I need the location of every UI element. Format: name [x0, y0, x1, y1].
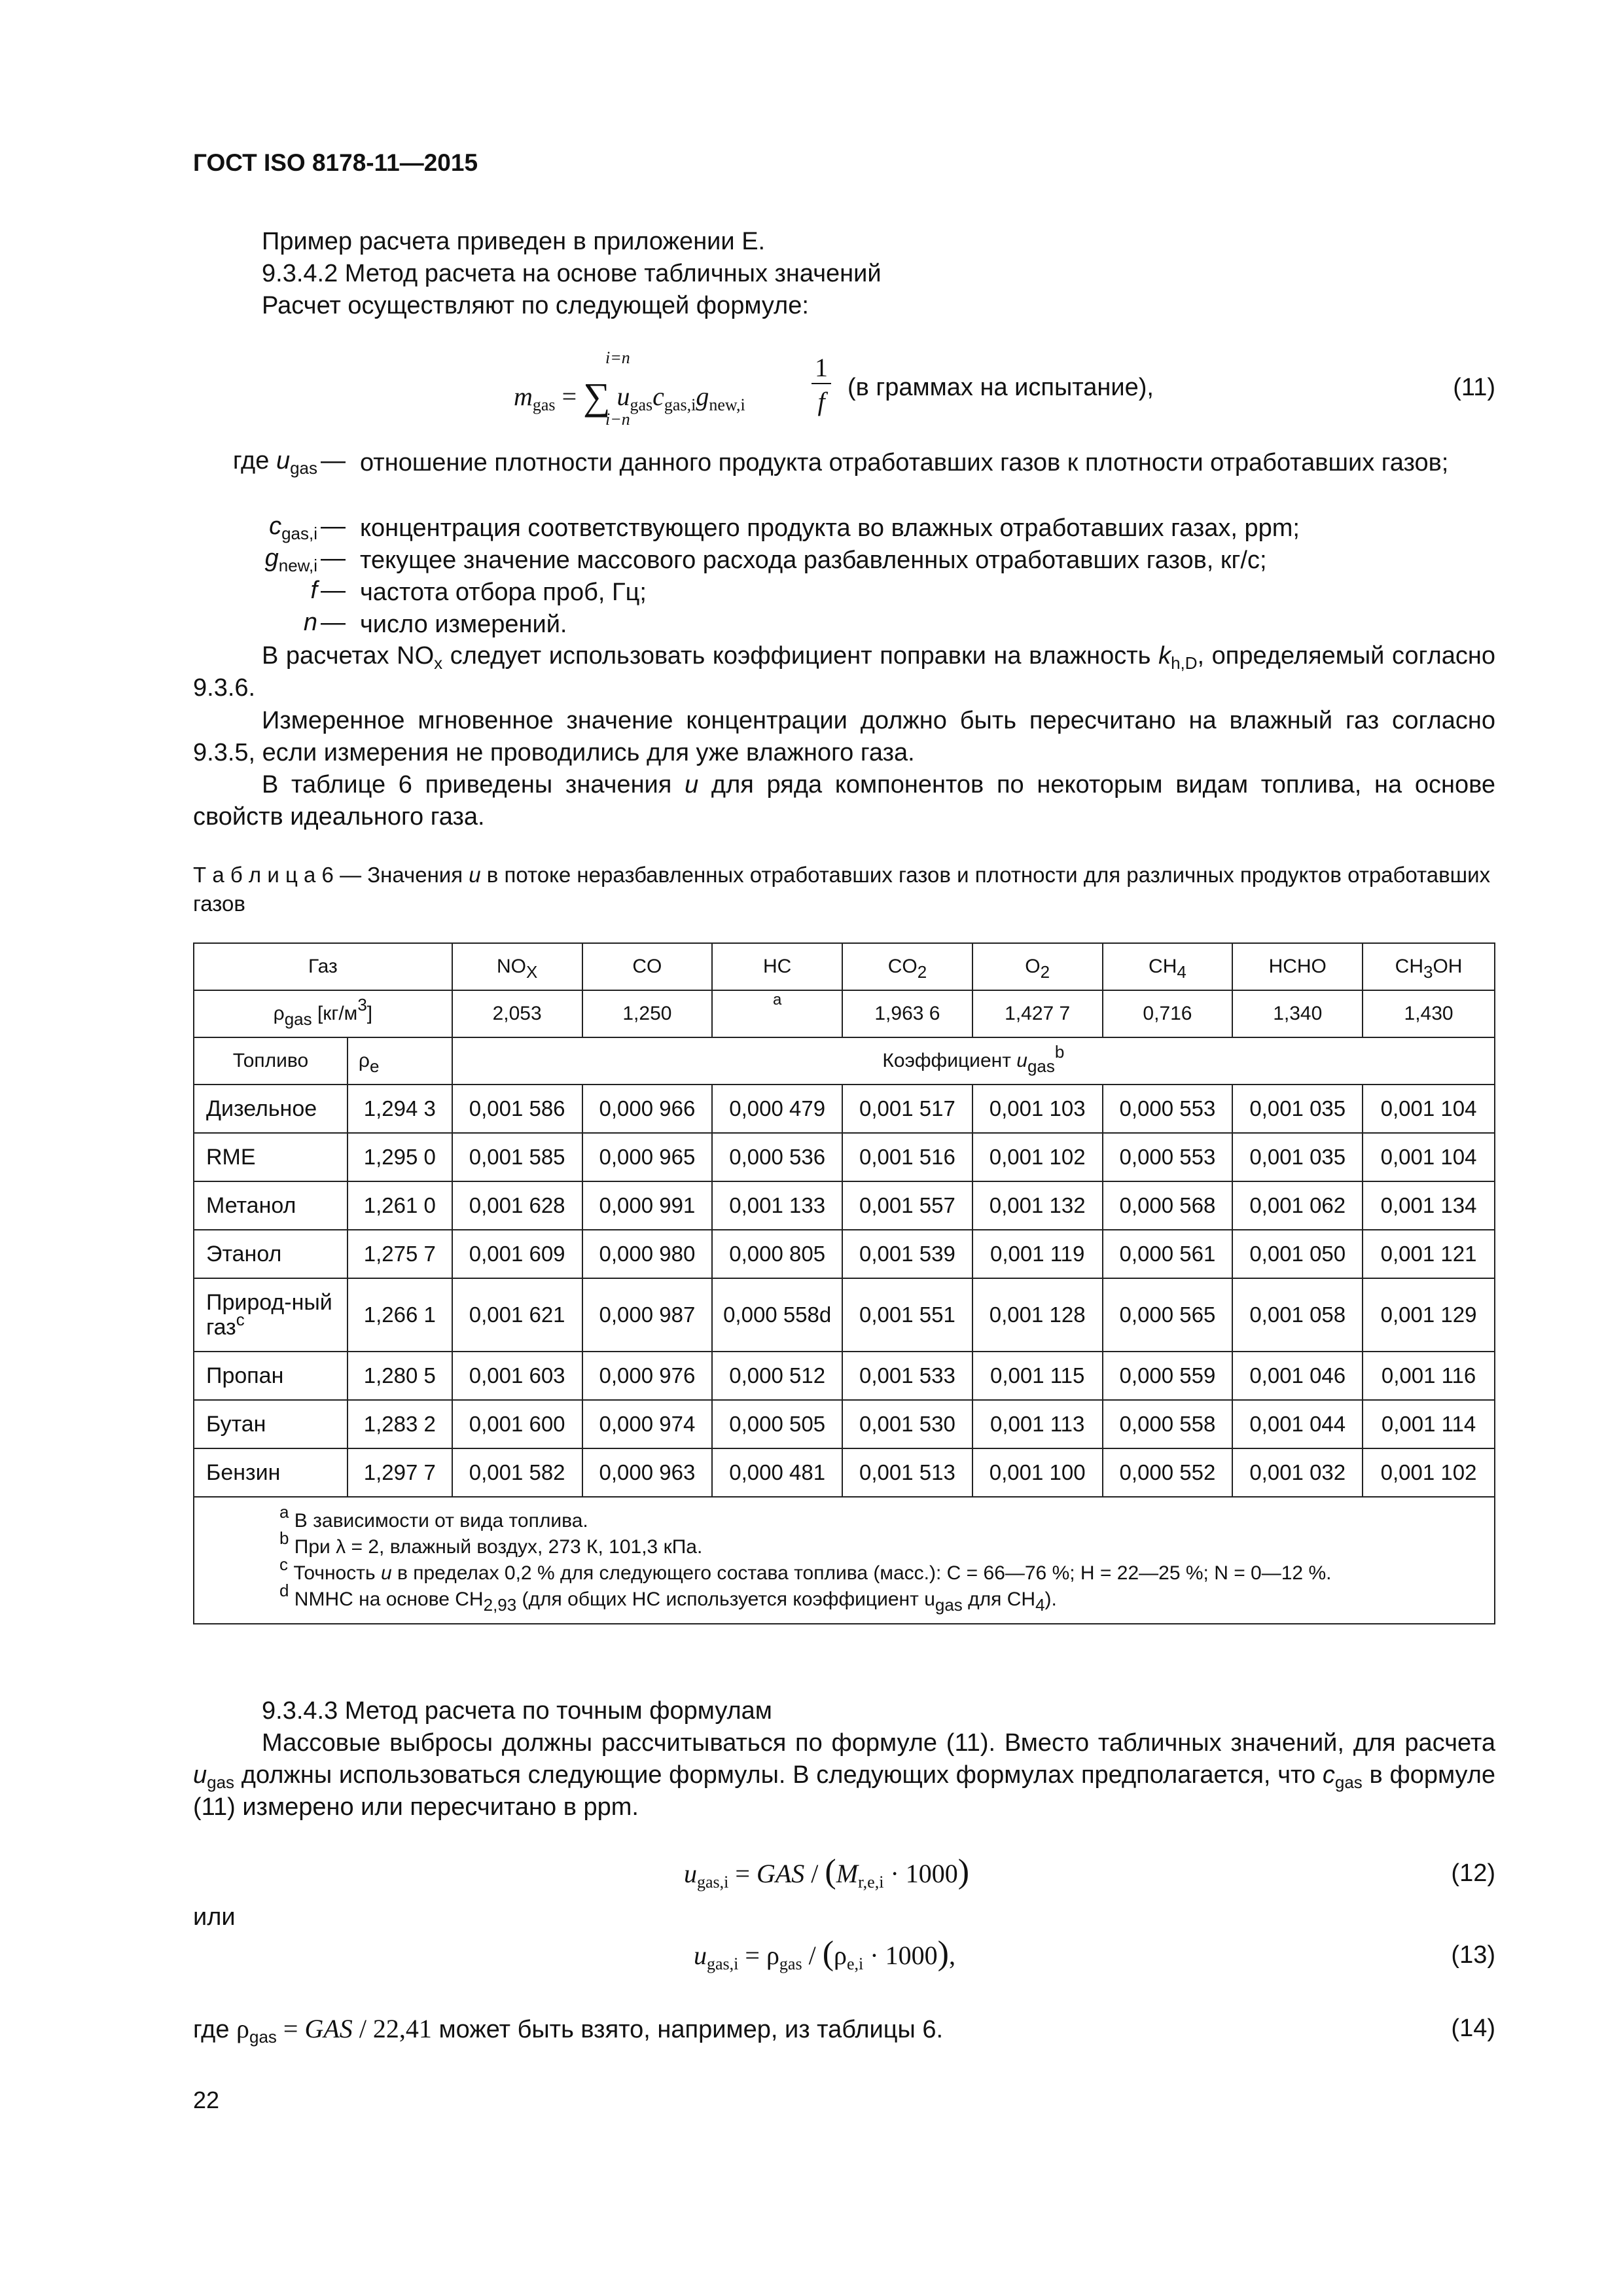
coef-value-cell: 0,001 557: [842, 1181, 972, 1230]
page-number: 22: [193, 2087, 220, 2113]
def-text: концентрация соответствующего продукта во влажных отработавших газах, ppm;: [360, 514, 1300, 542]
coef-value-cell: 0,000 552: [1103, 1448, 1233, 1497]
gas-cell: $O_2$: [972, 943, 1103, 990]
eq11-number: (11): [1453, 374, 1495, 401]
coef-value-cell: 0,000 505: [712, 1400, 842, 1448]
table-caption: Т а б л и ц а 6 — Значения u в потоке неразбавленных отработавших газов и плотности для различных продуктов отработавших газов: [193, 863, 1491, 916]
fuel-name-cell: Дизельное: [194, 1085, 348, 1133]
coef-value-cell: 0,000 553: [1103, 1085, 1233, 1133]
eq11-u-sub: gas: [630, 395, 653, 414]
coef-value-cell: 0,001 539: [842, 1230, 972, 1278]
eq11-c: c: [652, 382, 664, 411]
rho-e-value-cell: 1,266 1: [348, 1278, 452, 1352]
def-text: частота отбора проб, Гц;: [360, 579, 647, 606]
def-dash: —: [321, 609, 346, 636]
def-term: $c_{gas,i}$: [269, 512, 317, 543]
fuel-name-cell: Бутан: [194, 1400, 348, 1448]
coef-value-cell: 0,001 035: [1232, 1085, 1363, 1133]
coef-value-cell: 0,001 517: [842, 1085, 972, 1133]
def-term: f: [310, 577, 317, 604]
coef-value-cell: 0,001 585: [452, 1133, 582, 1181]
coef-value-cell: 0,001 114: [1363, 1400, 1495, 1448]
coef-value-cell: 0,001 586: [452, 1085, 582, 1133]
coef-value-cell: 0,001 133: [712, 1181, 842, 1230]
para-measured: Измеренное мгновенное значение концентрации должно быть пересчитано на влажный газ согласно 9.3.5, если измерения не проводились для уже влажного газа.: [193, 707, 1495, 766]
coef-value-cell: 0,001 533: [842, 1352, 972, 1400]
footnote-d: $^d$ NMHC на основе $CH_{2,93}$ (для общих НС используется коэффициент $u_{gas}$ для $CH_4$).: [279, 1581, 1057, 1615]
density-cell: 1,340: [1232, 990, 1363, 1037]
intro-line-3: Расчет осуществляют по следующей формуле:: [262, 292, 809, 319]
coef-value-cell: 0,000 963: [582, 1448, 713, 1497]
coef-value-cell: 0,001 103: [972, 1085, 1103, 1133]
coef-value-cell: 0,001 062: [1232, 1181, 1363, 1230]
coef-value-cell: 0,001 044: [1232, 1400, 1363, 1448]
section-943-title: 9.3.4.3 Метод расчета по точным формулам: [262, 1697, 772, 1725]
gas-cell: $CH_3OH$: [1363, 943, 1495, 990]
coef-value-cell: 0,001 516: [842, 1133, 972, 1181]
gas-label-cell: Газ: [194, 943, 452, 990]
def-term: n: [303, 609, 317, 636]
or-word: или: [193, 1903, 236, 1931]
coef-value-cell: 0,001 513: [842, 1448, 972, 1497]
coef-value-cell: 0,000 536: [712, 1133, 842, 1181]
fuel-name-cell: Пропан: [194, 1352, 348, 1400]
footnote-c: $^c$ Точность u в пределах 0,2 % для следующего состава топлива (масс.): С = 66—76 %; Н = 22—25 %; N = 0—12 %.: [279, 1554, 1332, 1584]
coef-value-cell: 0,000 965: [582, 1133, 713, 1181]
coef-value-cell: 0,001 102: [1363, 1448, 1495, 1497]
def-dash: —: [321, 512, 346, 540]
table-row: [194, 1133, 1495, 1181]
coef-value-cell: 0,000 966: [582, 1085, 713, 1133]
coef-value-cell: 0,000 980: [582, 1230, 713, 1278]
intro-line-1: Пример расчета приведен в приложении Е.: [262, 228, 766, 255]
section-943-paragraph: Массовые выбросы должны рассчитываться по формуле (11). Вместо табличных значений, для расчета $u_{gas}$ должны использоваться следующие формулы. В следующих формулах предполагается, что $c_{gas}$ в формуле (11) измерено или пересчитано в ppm.: [193, 1729, 1495, 1821]
rho-e-value-cell: 1,294 3: [348, 1085, 452, 1133]
eq11-sum-bottom: i−n: [605, 410, 630, 429]
coef-label-cell: Коэффициент $u_{gas}^b$: [452, 1037, 1495, 1085]
fuel-label-cell: Топливо: [194, 1037, 348, 1085]
eq11-frac-den: f: [817, 387, 825, 416]
gas-cell: $CH_4$: [1103, 943, 1233, 990]
table-6: [193, 942, 1495, 1624]
coef-value-cell: 0,000 553: [1103, 1133, 1233, 1181]
coef-value-cell: 0,001 530: [842, 1400, 972, 1448]
coef-value-cell: 0,000 987: [582, 1278, 713, 1352]
density-label-cell: $\rho_{gas}$ $[кг/м^3]$: [194, 990, 452, 1037]
equation-14: где $\rho_{gas}$ = GAS / 22,41 может быть взято, например, из таблицы 6.: [193, 2014, 944, 2047]
def-dash: —: [321, 447, 346, 475]
coef-value-cell: 0,000 481: [712, 1448, 842, 1497]
footnote-b: $^b$ При λ = 2, влажный воздух, 273 К, 101,3 кПа.: [279, 1528, 703, 1558]
eq12-number: (12): [1451, 1859, 1495, 1887]
coef-value-cell: 0,001 609: [452, 1230, 582, 1278]
eq11-m: m: [514, 382, 533, 411]
coef-value-cell: 0,000 512: [712, 1352, 842, 1400]
fuel-name-cell: RME: [194, 1133, 348, 1181]
coef-value-cell: 0,001 104: [1363, 1133, 1495, 1181]
table-row: [194, 1448, 1495, 1497]
coef-value-cell: 0,001 132: [972, 1181, 1103, 1230]
fuel-name-cell: Бензин: [194, 1448, 348, 1497]
fuel-name-cell: Природ-ный газ$^c$: [194, 1278, 348, 1352]
coef-value-cell: 0,000 805: [712, 1230, 842, 1278]
coef-value-cell: 0,001 035: [1232, 1133, 1363, 1181]
coef-value-cell: 0,000 559: [1103, 1352, 1233, 1400]
coef-value-cell: 0,001 551: [842, 1278, 972, 1352]
equation-12: $u_{gas,i}$ = GAS / $(M_{r,e,i} \cdot 1000)$: [684, 1853, 970, 1892]
eq13-number: (13): [1451, 1941, 1495, 1969]
fuel-name-cell: Метанол: [194, 1181, 348, 1230]
gas-cell: $NO_X$: [452, 943, 582, 990]
def-dash: —: [321, 577, 346, 604]
table-row: [194, 1085, 1495, 1133]
coef-value-cell: 0,000 561: [1103, 1230, 1233, 1278]
table-footnotes: [194, 1497, 1495, 1624]
eq11-m-sub: gas: [532, 395, 556, 414]
density-cell: 1,427 7: [972, 990, 1103, 1037]
coef-value-cell: 0,001 128: [972, 1278, 1103, 1352]
coef-value-cell: 0,001 116: [1363, 1352, 1495, 1400]
eq11-q: g: [696, 382, 709, 411]
table-footnotes-row: [194, 1497, 1495, 1624]
table-row: [194, 1352, 1495, 1400]
eq14-number: (14): [1451, 2015, 1495, 2042]
coef-value-cell: 0,001 621: [452, 1278, 582, 1352]
eq11-c-sub: gas,i: [664, 395, 696, 414]
density-cell: a: [712, 990, 842, 1037]
def-text: текущее значение массового расхода разбавленных отработавших газов, кг/с;: [360, 547, 1267, 574]
eq11-sum-top: i=n: [605, 348, 630, 367]
eq11-equals: =: [562, 382, 577, 411]
fuel-name-cell: Этанол: [194, 1230, 348, 1278]
def-text: отношение плотности данного продукта отработавших газов к плотности отработавших газов;: [360, 449, 1449, 476]
coef-value-cell: 0,001 050: [1232, 1230, 1363, 1278]
density-cell: 1,250: [582, 990, 713, 1037]
def-term: $g_{new,i}$: [264, 545, 317, 575]
coef-value-cell: 0,001 121: [1363, 1230, 1495, 1278]
coef-value-cell: 0,001 102: [972, 1133, 1103, 1181]
table-row: [194, 1181, 1495, 1230]
eq11-text: (в граммах на испытание),: [847, 374, 1154, 401]
coef-value-cell: 0,001 603: [452, 1352, 582, 1400]
coef-value-cell: 0,000 991: [582, 1181, 713, 1230]
para-table6: В таблице 6 приведены значения u для ряда компонентов по некоторым видам топлива, на основе свойств идеального газа.: [193, 771, 1495, 831]
intro-line-2: 9.3.4.2 Метод расчета на основе табличных значений: [262, 260, 882, 287]
rho-e-value-cell: 1,297 7: [348, 1448, 452, 1497]
rho-e-value-cell: 1,275 7: [348, 1230, 452, 1278]
coef-value-cell: 0,000 479: [712, 1085, 842, 1133]
para-nox: В расчетах $NO_x$ следует использовать коэффициент поправки на влажность $k_{h,D}$, определяемый согласно 9.3.6.: [193, 642, 1495, 702]
density-cell: 1,430: [1363, 990, 1495, 1037]
def-term: где $u_{gas}$: [232, 447, 317, 478]
gas-cell: CO: [582, 943, 713, 990]
gas-cell: HC: [712, 943, 842, 990]
table-gas-header-row: [194, 943, 1495, 990]
coef-value-cell: 0,000 565: [1103, 1278, 1233, 1352]
coef-value-cell: 0,001 100: [972, 1448, 1103, 1497]
rho-e-cell: $\rho_e$: [348, 1037, 452, 1085]
footnote-a: $^a$ В зависимости от вида топлива.: [279, 1502, 588, 1532]
coef-value-cell: 0,001 046: [1232, 1352, 1363, 1400]
rho-e-value-cell: 1,283 2: [348, 1400, 452, 1448]
coef-value-cell: 0,001 129: [1363, 1278, 1495, 1352]
gas-cell: HCHO: [1232, 943, 1363, 990]
eq11-frac-num: 1: [812, 352, 831, 384]
coef-value-cell: 0,000 976: [582, 1352, 713, 1400]
table-row: [194, 1400, 1495, 1448]
coef-value-cell: 0,001 104: [1363, 1085, 1495, 1133]
coef-value-cell: 0,001 119: [972, 1230, 1103, 1278]
rho-e-value-cell: 1,280 5: [348, 1352, 452, 1400]
density-cell: 2,053: [452, 990, 582, 1037]
coef-value-cell: 0,001 582: [452, 1448, 582, 1497]
document-header: ГОСТ ISO 8178-11—2015: [193, 149, 478, 176]
def-text: число измерений.: [360, 611, 567, 638]
coef-value-cell: 0,001 058: [1232, 1278, 1363, 1352]
coef-value-cell: 0,001 628: [452, 1181, 582, 1230]
coef-value-cell: 0,001 115: [972, 1352, 1103, 1400]
rho-e-value-cell: 1,261 0: [348, 1181, 452, 1230]
coef-value-cell: 0,001 113: [972, 1400, 1103, 1448]
coef-value-cell: 0,001 600: [452, 1400, 582, 1448]
coef-value-cell: 0,000 974: [582, 1400, 713, 1448]
gas-cell: $CO_2$: [842, 943, 972, 990]
coef-value-cell: 0,001 032: [1232, 1448, 1363, 1497]
eq11-q-sub: new,i: [709, 395, 745, 414]
table-density-row: [194, 990, 1495, 1037]
table-coef-header-row: [194, 1037, 1495, 1085]
equation-13: $u_{gas,i} = \rho_{gas} / (\rho_{e,i} \cdot 1000)$,: [694, 1935, 955, 1973]
rho-e-value-cell: 1,295 0: [348, 1133, 452, 1181]
coef-value-cell: 0,000 558: [1103, 1400, 1233, 1448]
eq11-u: u: [616, 382, 630, 411]
coef-value-cell: 0,001 134: [1363, 1181, 1495, 1230]
density-cell: 1,963 6: [842, 990, 972, 1037]
eq11-sum: ∑: [583, 375, 611, 418]
table-row: [194, 1278, 1495, 1352]
coef-value-cell: 0,000 558d: [712, 1278, 842, 1352]
coef-value-cell: 0,000 568: [1103, 1181, 1233, 1230]
def-dash: —: [321, 545, 346, 572]
density-cell: 0,716: [1103, 990, 1233, 1037]
table-row: [194, 1230, 1495, 1278]
